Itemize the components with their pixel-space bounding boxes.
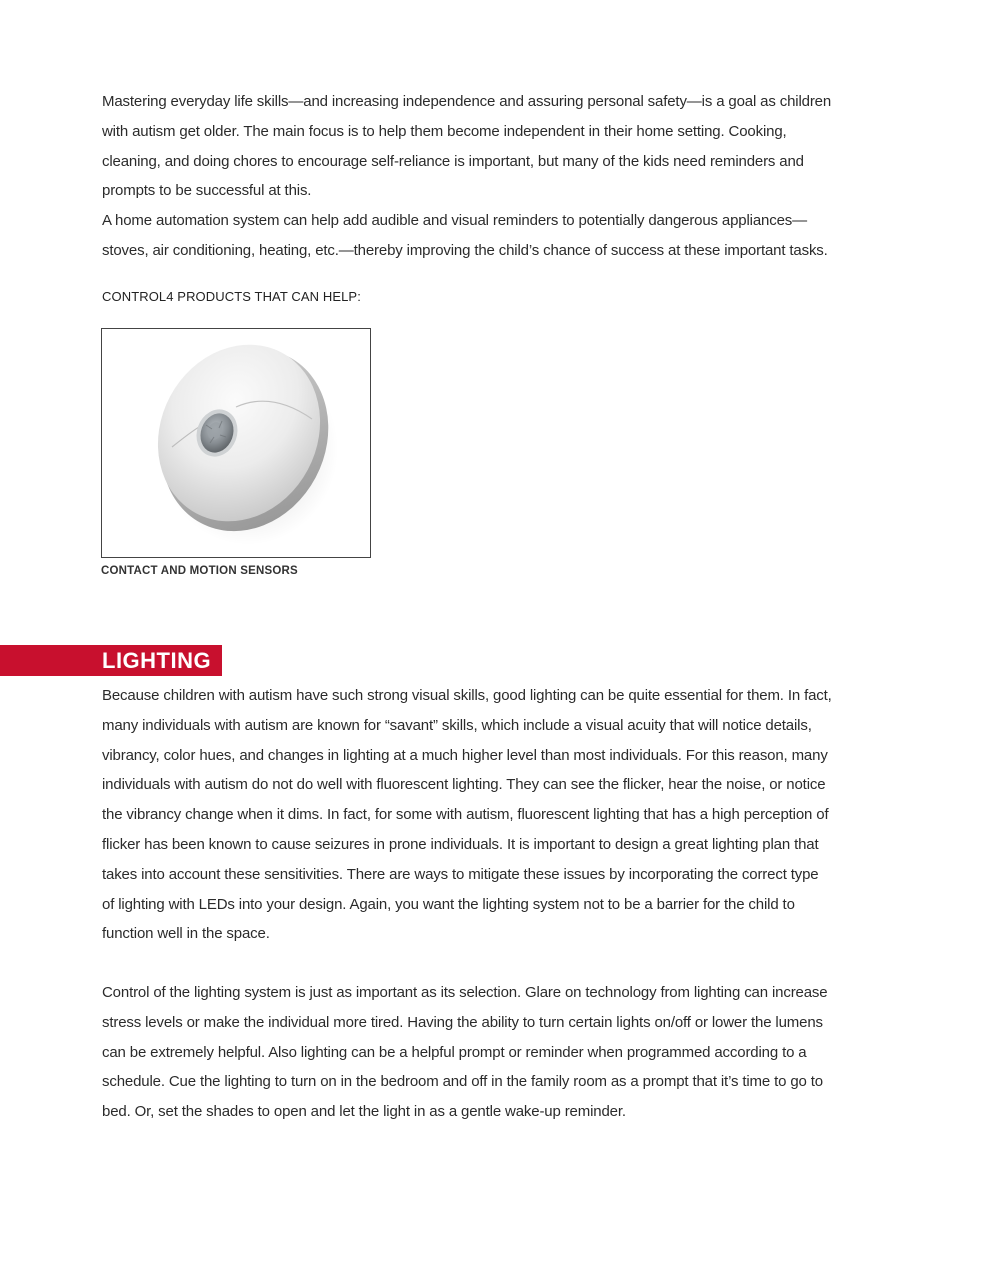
lighting-line: individuals with autism do not do well with fluorescent lighting. They can see the flicker, hear the noise, or notice: [102, 776, 826, 794]
lighting-line: bed. Or, set the shades to open and let the light in as a gentle wake-up reminder.: [102, 1103, 626, 1121]
lighting-line: stress levels or make the individual more tired. Having the ability to turn certain lights on/off or lower the lumens: [102, 1013, 823, 1031]
intro-line: cleaning, and doing chores to encourage self-reliance is important, but many of the kids need reminders and: [102, 152, 804, 170]
lighting-line: the vibrancy change when it dims. In fact, for some with autism, fluorescent lighting that has a high perception of: [102, 806, 829, 824]
lighting-line: Control of the lighting system is just as important as its selection. Glare on technology from lighting can increase: [102, 984, 828, 1001]
lighting-line: flicker has been known to cause seizures in prone individuals. It is important to design a great lighting plan that: [102, 835, 819, 853]
lighting-line: Because children with autism have such strong visual skills, good lighting can be quite essential for them. In fact,: [102, 687, 832, 704]
product-caption: CONTACT AND MOTION SENSORS: [101, 565, 298, 577]
lighting-line: function well in the space.: [102, 925, 270, 943]
lighting-line: many individuals with autism are known for “savant” skills, which include a visual acuity that will notice details,: [102, 716, 812, 734]
lighting-line: can be extremely helpful. Also lighting can be a helpful prompt or reminder when programmed according to a: [102, 1043, 807, 1061]
section-title: LIGHTING: [102, 648, 212, 673]
products-heading: CONTROL4 PRODUCTS THAT CAN HELP:: [102, 289, 361, 304]
intro-line: stoves, air conditioning, heating, etc.—thereby improving the child’s chance of success at these important tasks.: [102, 241, 828, 259]
lighting-paragraph-1: [102, 681, 892, 949]
lighting-paragraph-2: [102, 978, 892, 1127]
intro-line: Mastering everyday life skills—and increasing independence and assuring personal safety—is a goal as children: [102, 93, 832, 110]
intro-line: with autism get older. The main focus is to help them become independent in their home setting. Cooking,: [102, 122, 787, 140]
motion-sensor-image: [102, 329, 370, 557]
product-image-frame: [101, 328, 371, 558]
lighting-line: of lighting with LEDs into your design. Again, you want the lighting system not to be a barrier for the child to: [102, 895, 795, 913]
intro-line: A home automation system can help add audible and visual reminders to potentially dangerous appliances—: [102, 212, 807, 230]
lighting-line: schedule. Cue the lighting to turn on in the bedroom and off in the family room as a prompt that it’s time to go to: [102, 1073, 823, 1091]
intro-paragraph: [102, 87, 892, 266]
lighting-line: takes into account these sensitivities. There are ways to mitigate these issues by incorporating the correct type: [102, 865, 819, 883]
lighting-line: vibrancy, color hues, and changes in lighting at a much higher level than most individuals. For this reason, many: [102, 746, 828, 764]
intro-line: prompts to be successful at this.: [102, 182, 312, 200]
